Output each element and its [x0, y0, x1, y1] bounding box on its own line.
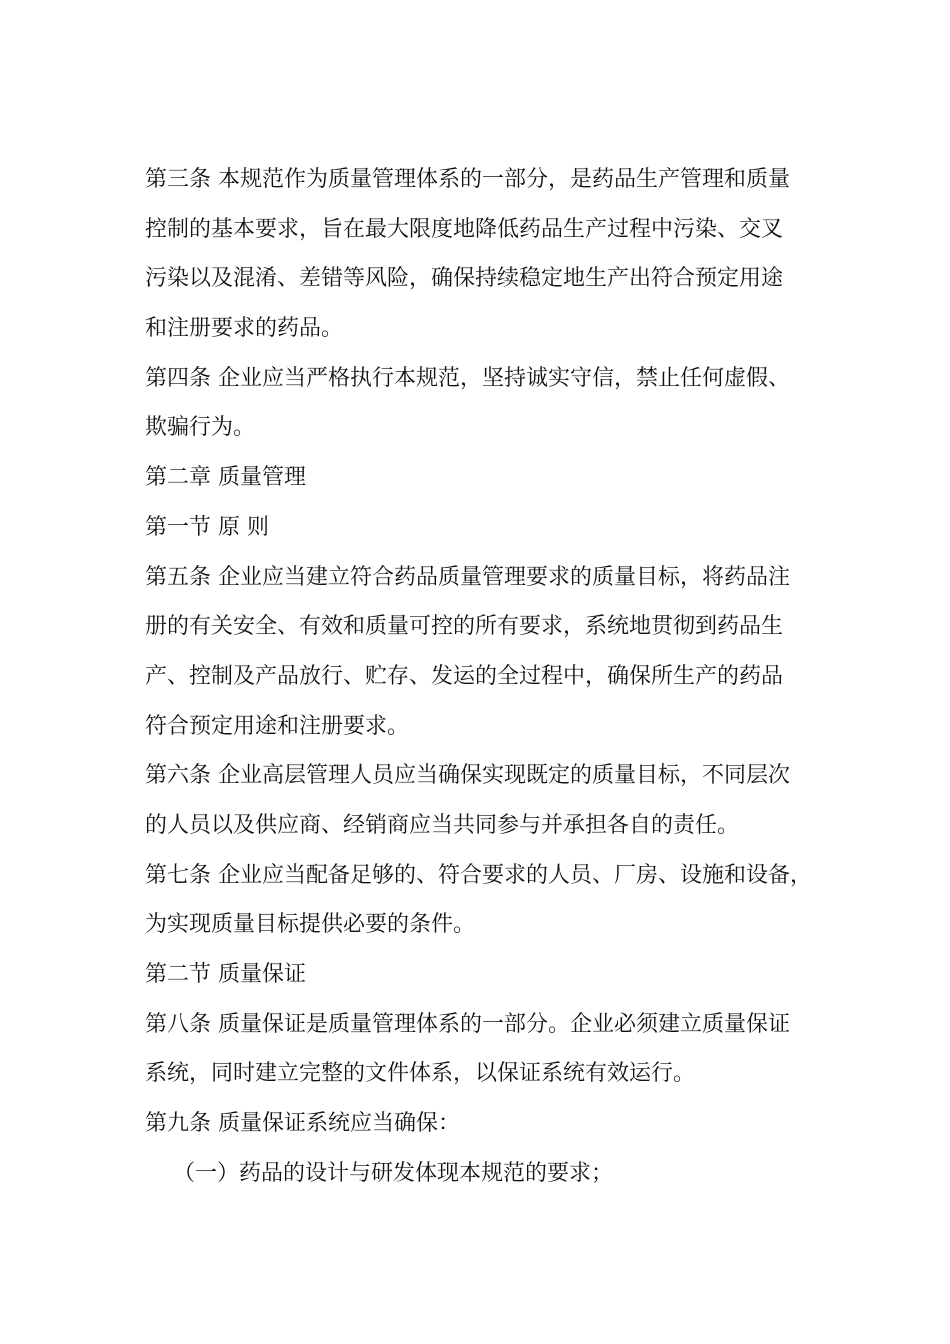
article-6-line-1: 第六条 企业高层管理人员应当确保实现既定的质量目标，不同层次 [145, 763, 790, 789]
article-5-line-1: 第五条 企业应当建立符合药品质量管理要求的质量目标，将药品注 [145, 564, 790, 590]
section-1-line-1: 第一节 原 则 [145, 514, 269, 540]
section-1-heading [145, 503, 845, 553]
article-7-line-2: 为实现质量目标提供必要的条件。 [145, 912, 476, 938]
article-6-line-2: 的人员以及供应商、经销商应当共同参与并承担各自的责任。 [145, 812, 740, 838]
article-4-line-2: 欺骗行为。 [145, 415, 256, 441]
article-5-paragraph [145, 553, 845, 752]
article-3-line-4: 和注册要求的药品。 [145, 316, 344, 342]
article-9-line-1: 第九条 质量保证系统应当确保： [145, 1111, 460, 1137]
article-4-paragraph [145, 354, 845, 453]
chapter-2-line-1: 第二章 质量管理 [145, 465, 306, 491]
article-6-paragraph [145, 751, 845, 850]
article-3-line-2: 控制的基本要求，旨在最大限度地降低药品生产过程中污染、交叉 [145, 216, 784, 242]
article-9-paragraph [145, 1099, 845, 1149]
article-9-item-1-paragraph [145, 1149, 845, 1199]
article-8-line-2: 系统，同时建立完整的文件体系，以保证系统有效运行。 [145, 1061, 696, 1087]
article-5-line-4: 符合预定用途和注册要求。 [145, 713, 410, 739]
chapter-2-heading [145, 453, 845, 503]
article-3-line-1: 第三条 本规范作为质量管理体系的一部分，是药品生产管理和质量 [145, 167, 790, 192]
document-body [145, 155, 845, 1198]
article-3-paragraph [145, 155, 845, 354]
article-9-item-1-line-1: （一）药品的设计与研发体现本规范的要求； [173, 1160, 614, 1186]
section-2-line-1: 第二节 质量保证 [145, 962, 306, 987]
article-8-line-1: 第八条 质量保证是质量管理体系的一部分。企业必须建立质量保证 [145, 1011, 790, 1037]
section-2-heading [145, 950, 845, 1000]
article-7-paragraph [145, 851, 845, 950]
article-4-line-1: 第四条 企业应当严格执行本规范，坚持诚实守信，禁止任何虚假、 [145, 365, 790, 391]
article-5-line-3: 产、控制及产品放行、贮存、发运的全过程中，确保所生产的药品 [145, 663, 784, 689]
article-7-line-1: 第七条 企业应当配备足够的、符合要求的人员、厂房、设施和设备， [145, 862, 812, 888]
article-5-line-2: 册的有关安全、有效和质量可控的所有要求，系统地贯彻到药品生 [145, 614, 784, 640]
article-8-paragraph [145, 1000, 845, 1099]
article-3-line-3: 污染以及混淆、差错等风险，确保持续稳定地生产出符合预定用途 [145, 266, 784, 292]
